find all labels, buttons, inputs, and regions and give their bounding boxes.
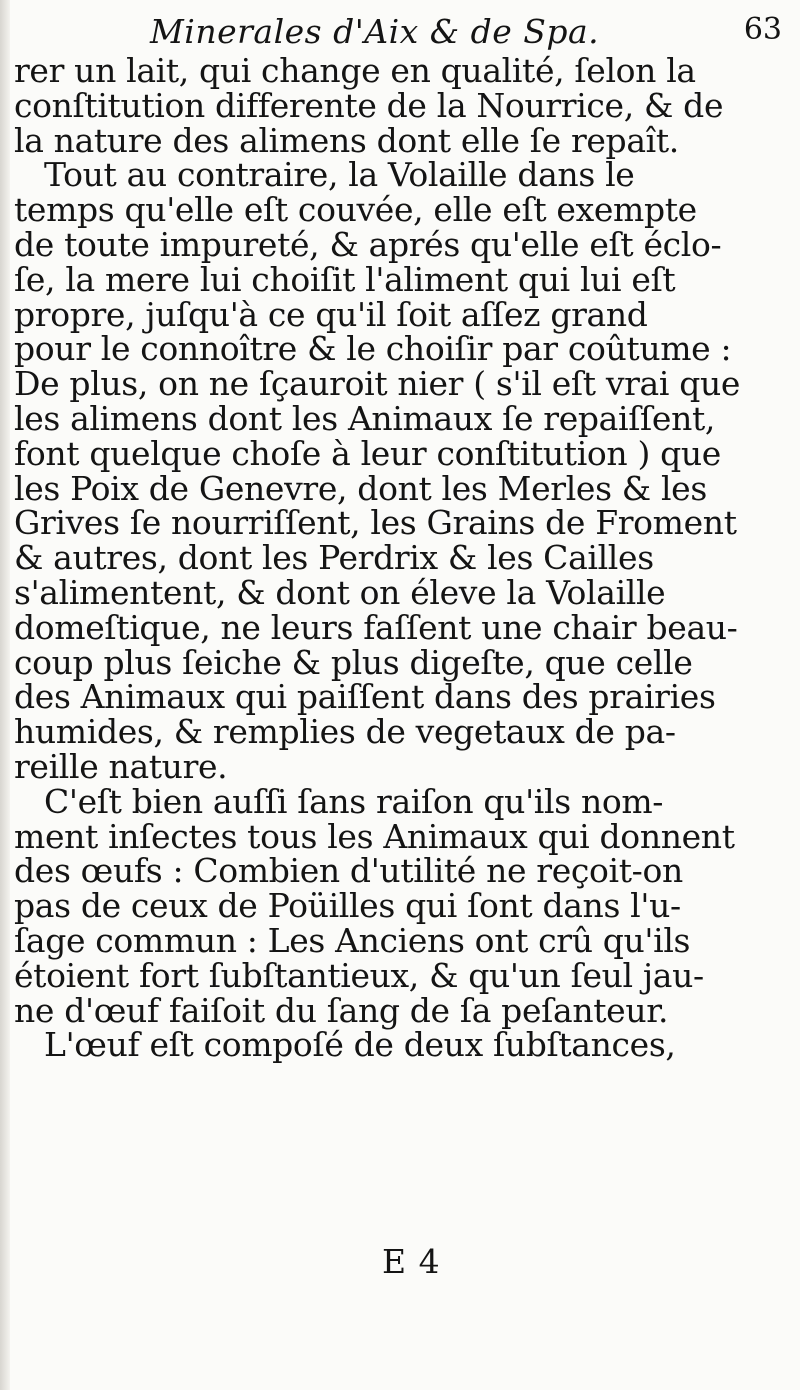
text-line: ment inſectes tous les Animaux qui donnent [14,816,735,856]
running-head: Minerales d'Aix & de Spa. [150,12,600,51]
text-line: ne d'œuf faiſoit du ſang de ſa peſanteur. [14,990,669,1030]
text-line: coup plus ſeiche & plus digeſte, que celle [14,642,693,682]
signature-mark: E 4 [382,1242,441,1281]
text-line: s'alimentent, & dont on éleve la Volaille [14,572,666,612]
text-line: rer un lait, qui change en qualité, ſelon la [14,51,696,90]
text-line: font quelque choſe à leur conſtitution ) que [14,433,721,473]
text-line: De plus, on ne ſçauroit nier ( s'il eſt vrai que [14,364,741,404]
text-line: ſe, la mere lui choiſit l'aliment qui lui eſt [14,259,676,299]
text-line: humides, & remplies de vegetaux de pa- [14,712,676,752]
text-line: temps qu'elle eſt couvée, elle eſt exempte [14,190,697,230]
text-line: L'œuf eſt compoſé de deux ſubſtances, [44,1025,676,1065]
text-line: C'eſt bien auſſi ſans raiſon qu'ils nom- [44,781,664,821]
text-line: pour le connoître & le choiſir par coûtume : [14,329,732,369]
text-line: conſtitution differente de la Nourrice, & de [14,85,724,125]
text-line: des œufs : Combien d'utilité ne reçoit-on [14,851,683,891]
text-line: les Poix de Genevre, dont les Merles & les [14,468,707,508]
text-line: la nature des alimens dont elle ſe repaît. [14,120,679,160]
text-line: Tout au contraire, la Volaille dans le [44,155,635,195]
text-line: Grives ſe nourriſſent, les Grains de Froment [14,503,737,543]
page-number: 63 [743,12,782,47]
text-line: des Animaux qui paiſſent dans des prairies [14,677,716,717]
text-line: étoient fort ſubſtantieux, & qu'un ſeul jau- [14,955,704,995]
text-line: les alimens dont les Animaux ſe repaiſſent, [14,398,716,438]
text-line: reille nature. [14,746,228,786]
text-line: domeſtique, ne leurs faſſent une chair beau- [14,607,738,647]
text-line: propre, juſqu'à ce qu'il ſoit aſſez grand [14,294,648,334]
text-line: pas de ceux de Poüilles qui ſont dans l'u- [14,886,681,926]
page-gutter-edge [0,0,10,1390]
text-line: ſage commun : Les Anciens ont crû qu'ils [14,920,691,960]
text-line: & autres, dont les Perdrix & les Cailles [14,538,654,578]
text-line: de toute impureté, & aprés qu'elle eſt éclo- [14,224,722,264]
body-text [14,51,794,1065]
